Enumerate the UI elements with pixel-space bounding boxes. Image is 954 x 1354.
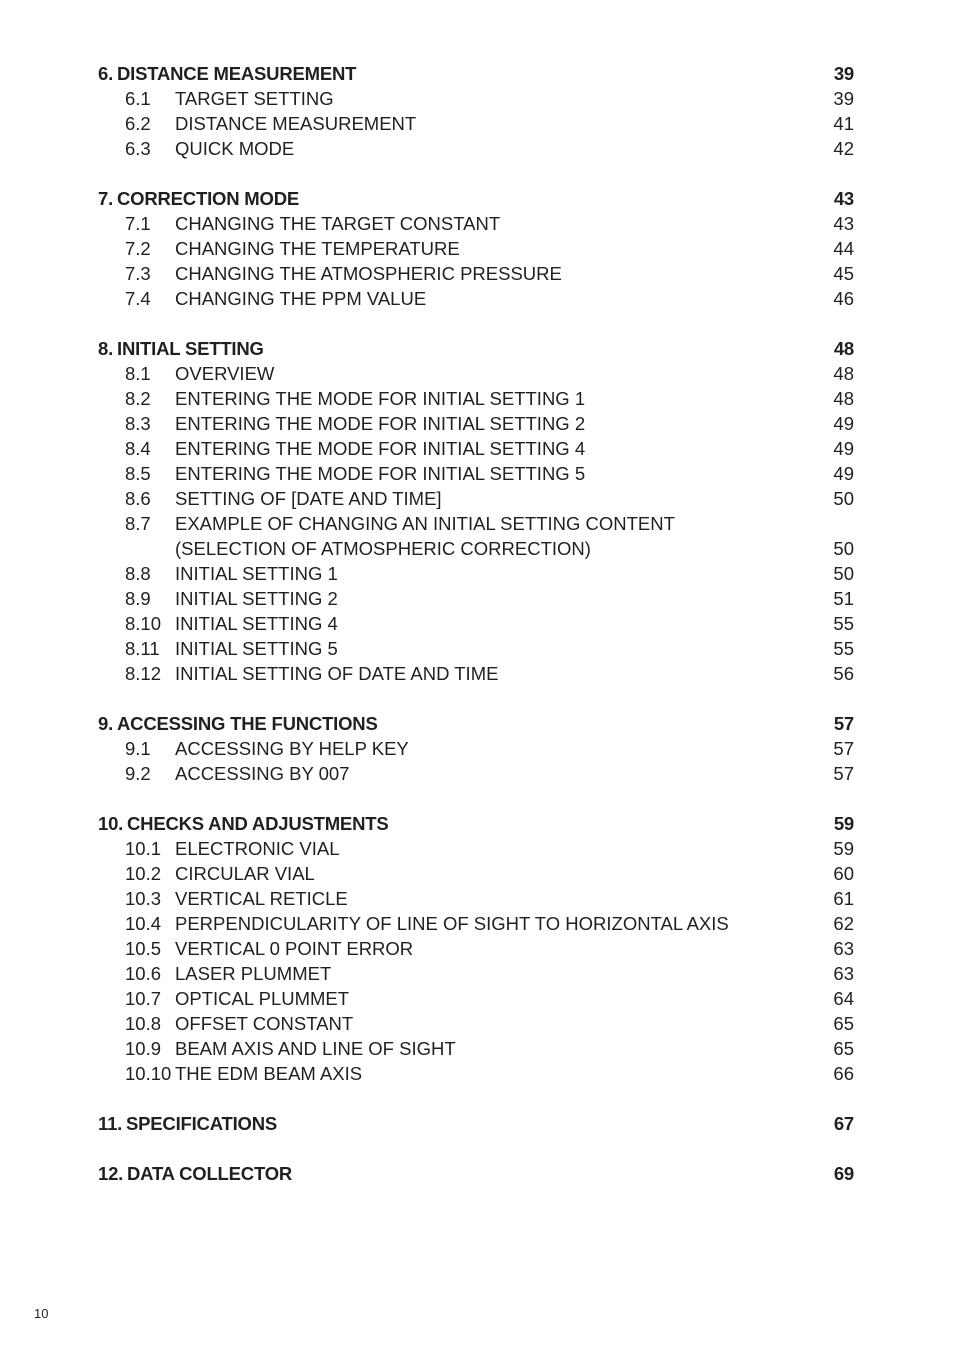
section-title: CORRECTION MODE <box>117 188 300 209</box>
entry-number: 8.1 <box>125 363 151 384</box>
section-page: 59 <box>833 813 854 834</box>
entry-number: 9.1 <box>125 738 151 759</box>
entry-title: ENTERING THE MODE FOR INITIAL SETTING 1 <box>175 388 586 409</box>
toc-section <box>98 61 854 161</box>
section-number: 6. <box>98 63 114 84</box>
toc-entry[interactable] <box>98 211 854 236</box>
entry-number: 6.2 <box>125 113 151 134</box>
entry-page: 50 <box>833 563 854 584</box>
toc-section-heading[interactable] <box>98 336 854 361</box>
entry-page: 55 <box>833 638 854 659</box>
toc-entry[interactable] <box>98 736 854 761</box>
entry-number: 6.3 <box>125 138 151 159</box>
entry-page: 61 <box>833 888 854 909</box>
section-number: 8. <box>98 338 114 359</box>
section-number: 10. <box>98 813 124 834</box>
toc-entry[interactable] <box>98 986 854 1011</box>
entry-page: 57 <box>833 763 854 784</box>
section-page: 69 <box>833 1163 854 1184</box>
entry-number: 8.3 <box>125 413 151 434</box>
toc-entry[interactable] <box>98 861 854 886</box>
section-page: 39 <box>833 63 854 84</box>
entry-page: 51 <box>833 588 854 609</box>
entry-number: 10.4 <box>125 913 162 934</box>
table-of-contents <box>98 61 854 1211</box>
entry-page: 65 <box>833 1038 854 1059</box>
toc-entry[interactable] <box>98 1061 854 1086</box>
entry-page: 62 <box>833 913 854 934</box>
section-title: INITIAL SETTING <box>117 338 264 359</box>
entry-number: 10.1 <box>125 838 162 859</box>
entry-page: 60 <box>833 863 854 884</box>
section-title: CHECKS AND ADJUSTMENTS <box>127 813 389 834</box>
entry-page: 66 <box>833 1063 854 1084</box>
entry-number: 10.5 <box>125 938 162 959</box>
toc-entry[interactable] <box>98 236 854 261</box>
section-title: DISTANCE MEASUREMENT <box>117 63 357 84</box>
toc-entry[interactable] <box>98 836 854 861</box>
entry-number: 8.7 <box>125 513 151 534</box>
entry-number: 8.10 <box>125 613 162 634</box>
entry-title: CHANGING THE PPM VALUE <box>175 288 427 309</box>
entry-title: BEAM AXIS AND LINE OF SIGHT <box>175 1038 456 1059</box>
toc-entry[interactable] <box>98 86 854 111</box>
entry-page: 50 <box>833 538 854 559</box>
entry-title: VERTICAL 0 POINT ERROR <box>175 938 414 959</box>
entry-number: 8.2 <box>125 388 151 409</box>
entry-title: ACCESSING BY 007 <box>175 763 350 784</box>
entry-number: 10.6 <box>125 963 162 984</box>
entry-page: 65 <box>833 1013 854 1034</box>
entry-title: OFFSET CONSTANT <box>175 1013 354 1034</box>
toc-section <box>98 811 854 1086</box>
entry-page: 57 <box>833 738 854 759</box>
entry-title: ENTERING THE MODE FOR INITIAL SETTING 2 <box>175 413 586 434</box>
entry-number: 10.3 <box>125 888 162 909</box>
entry-number: 9.2 <box>125 763 151 784</box>
entry-number: 7.4 <box>125 288 151 309</box>
entry-page: 44 <box>833 238 854 259</box>
entry-number: 8.6 <box>125 488 151 509</box>
entry-title: SETTING OF [DATE AND TIME] <box>175 488 442 509</box>
entry-page: 49 <box>833 438 854 459</box>
entry-title: ACCESSING BY HELP KEY <box>175 738 409 759</box>
entry-number: 8.11 <box>125 638 160 659</box>
toc-entry[interactable] <box>98 286 854 311</box>
entry-number: 10.7 <box>125 988 162 1009</box>
section-number: 9. <box>98 713 114 734</box>
entry-title: (SELECTION OF ATMOSPHERIC CORRECTION) <box>175 538 591 559</box>
entry-page: 43 <box>833 213 854 234</box>
section-title: ACCESSING THE FUNCTIONS <box>117 713 378 734</box>
entry-title: INITIAL SETTING 1 <box>175 563 338 584</box>
section-number: 12. <box>98 1163 124 1184</box>
toc-entry[interactable] <box>98 1036 854 1061</box>
entry-page: 39 <box>833 88 854 109</box>
entry-number: 8.9 <box>125 588 151 609</box>
entry-title: ENTERING THE MODE FOR INITIAL SETTING 5 <box>175 463 586 484</box>
entry-number: 8.12 <box>125 663 162 684</box>
section-number: 7. <box>98 188 114 209</box>
entry-title: VERTICAL RETICLE <box>175 888 348 909</box>
toc-entry[interactable] <box>98 536 854 561</box>
entry-page: 63 <box>833 938 854 959</box>
toc-entry[interactable] <box>98 611 854 636</box>
toc-entry[interactable] <box>98 911 854 936</box>
entry-number: 10.2 <box>125 863 162 884</box>
entry-number: 10.10 <box>125 1063 172 1084</box>
toc-section <box>98 1111 854 1136</box>
toc-entry[interactable] <box>98 561 854 586</box>
entry-page: 42 <box>833 138 854 159</box>
toc-section <box>98 711 854 786</box>
entry-title: ENTERING THE MODE FOR INITIAL SETTING 4 <box>175 438 586 459</box>
entry-number: 7.1 <box>125 213 151 234</box>
entry-page: 48 <box>833 388 854 409</box>
toc-entry[interactable] <box>98 1011 854 1036</box>
entry-number: 8.5 <box>125 463 151 484</box>
entry-page: 49 <box>833 463 854 484</box>
section-title: SPECIFICATIONS <box>126 1113 278 1134</box>
section-page: 48 <box>833 338 854 359</box>
entry-title: INITIAL SETTING 4 <box>175 613 338 634</box>
toc-section-heading[interactable] <box>98 711 854 736</box>
entry-title: QUICK MODE <box>175 138 295 159</box>
entry-title: CHANGING THE TARGET CONSTANT <box>175 213 501 234</box>
toc-entry[interactable] <box>98 886 854 911</box>
entry-page: 46 <box>833 288 854 309</box>
entry-title: LASER PLUMMET <box>175 963 332 984</box>
toc-entry[interactable] <box>98 361 854 386</box>
toc-entry[interactable] <box>98 386 854 411</box>
toc-section <box>98 186 854 311</box>
entry-title: ELECTRONIC VIAL <box>175 838 340 859</box>
entry-number: 10.9 <box>125 1038 162 1059</box>
entry-title: INITIAL SETTING 2 <box>175 588 338 609</box>
entry-number: 8.4 <box>125 438 151 459</box>
entry-title: CIRCULAR VIAL <box>175 863 315 884</box>
entry-page: 59 <box>833 838 854 859</box>
toc-entry[interactable] <box>98 636 854 661</box>
toc-section-heading[interactable] <box>98 1111 854 1136</box>
entry-title: CHANGING THE TEMPERATURE <box>175 238 460 259</box>
toc-entry[interactable] <box>98 461 854 486</box>
entry-page: 41 <box>833 113 854 134</box>
toc-section-heading[interactable] <box>98 61 854 86</box>
toc-entry[interactable] <box>98 961 854 986</box>
entry-page: 63 <box>833 963 854 984</box>
entry-title: OPTICAL PLUMMET <box>175 988 350 1009</box>
toc-entry[interactable] <box>98 436 854 461</box>
entry-number: 7.3 <box>125 263 151 284</box>
entry-page: 48 <box>833 363 854 384</box>
entry-number: 8.8 <box>125 563 151 584</box>
toc-section-heading[interactable] <box>98 811 854 836</box>
section-title: DATA COLLECTOR <box>127 1163 293 1184</box>
entry-page: 64 <box>833 988 854 1009</box>
entry-title: TARGET SETTING <box>175 88 334 109</box>
entry-title: INITIAL SETTING OF DATE AND TIME <box>175 663 499 684</box>
section-page: 43 <box>833 188 854 209</box>
entry-page: 45 <box>833 263 854 284</box>
toc-entry[interactable] <box>98 761 854 786</box>
entry-number: 6.1 <box>125 88 151 109</box>
toc-entry[interactable] <box>98 511 854 536</box>
toc-section <box>98 336 854 686</box>
entry-title: CHANGING THE ATMOSPHERIC PRESSURE <box>175 263 562 284</box>
toc-entry[interactable] <box>98 261 854 286</box>
entry-number: 7.2 <box>125 238 151 259</box>
toc-entry[interactable] <box>98 586 854 611</box>
entry-page: 50 <box>833 488 854 509</box>
toc-entry[interactable] <box>98 661 854 686</box>
entry-page: 55 <box>833 613 854 634</box>
toc-entry[interactable] <box>98 936 854 961</box>
section-page: 57 <box>833 713 854 734</box>
entry-title: DISTANCE MEASUREMENT <box>175 113 417 134</box>
entry-title: INITIAL SETTING 5 <box>175 638 338 659</box>
toc-entry[interactable] <box>98 486 854 511</box>
toc-entry[interactable] <box>98 111 854 136</box>
toc-section <box>98 1161 854 1186</box>
entry-page: 56 <box>833 663 854 684</box>
entry-number: 10.8 <box>125 1013 162 1034</box>
entry-title: PERPENDICULARITY OF LINE OF SIGHT TO HORIZONTAL AXIS <box>175 913 729 934</box>
toc-entry[interactable] <box>98 411 854 436</box>
toc-entry[interactable] <box>98 136 854 161</box>
entry-title: THE EDM BEAM AXIS <box>175 1063 363 1084</box>
section-page: 67 <box>833 1113 854 1134</box>
section-number: 11. <box>98 1113 123 1134</box>
page-number: 10 <box>34 1306 49 1321</box>
entry-page: 49 <box>833 413 854 434</box>
toc-section-heading[interactable] <box>98 186 854 211</box>
entry-title: EXAMPLE OF CHANGING AN INITIAL SETTING CONTENT <box>175 513 675 534</box>
toc-section-heading[interactable] <box>98 1161 854 1186</box>
entry-title: OVERVIEW <box>175 363 275 384</box>
